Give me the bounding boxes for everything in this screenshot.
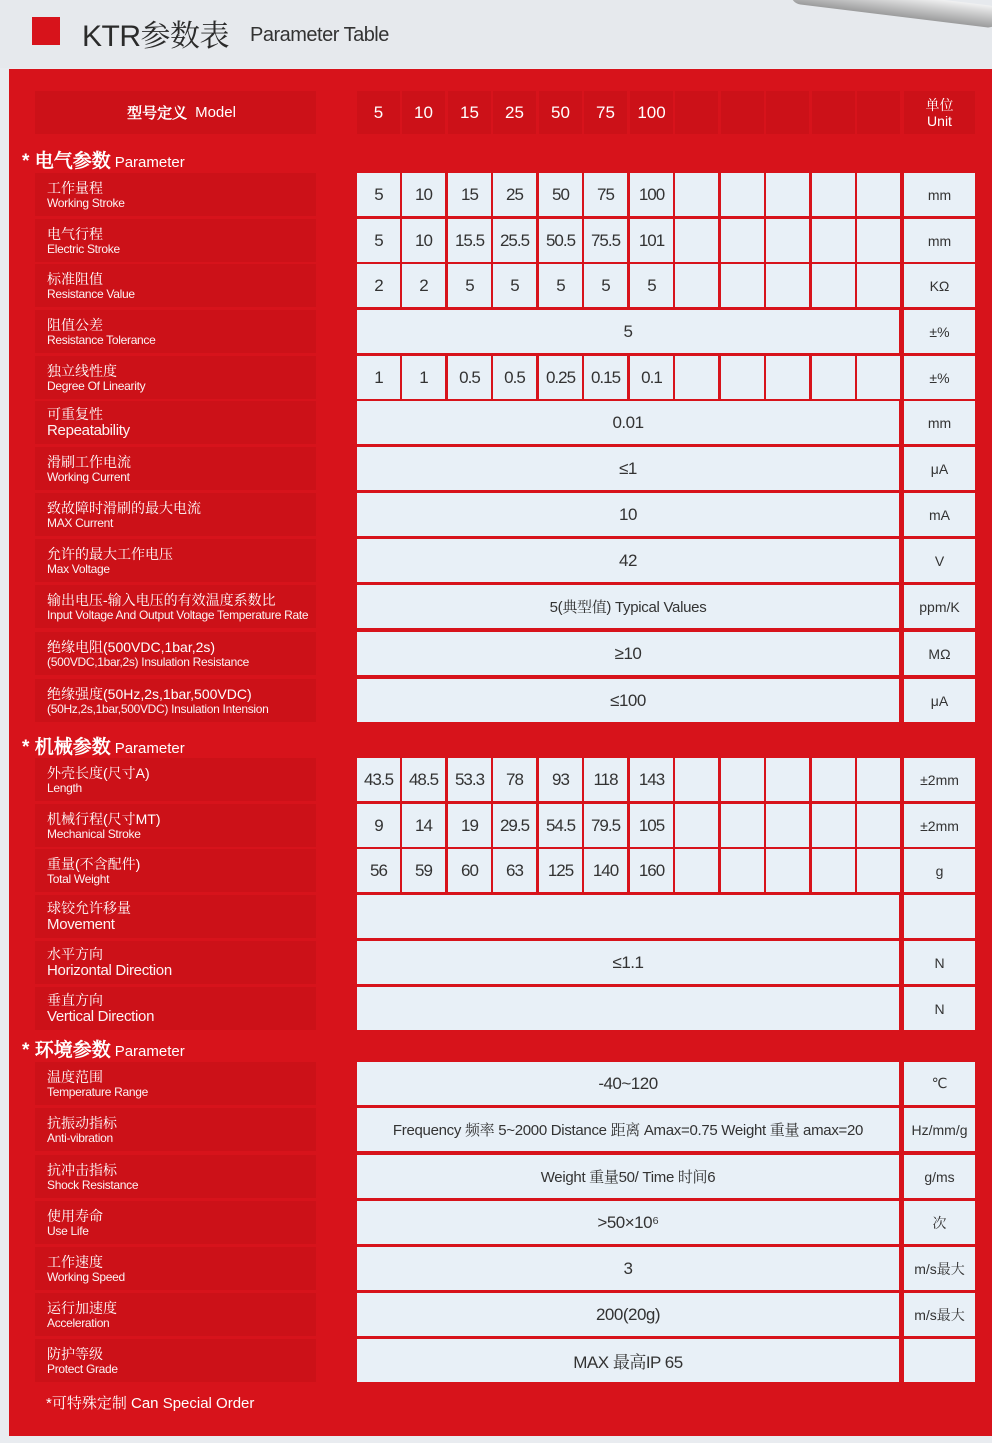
page-subtitle: Parameter Table xyxy=(250,24,389,46)
model-label xyxy=(35,91,316,134)
value-span-movement xyxy=(357,895,899,938)
unit-cell-length: ±2mm xyxy=(904,758,975,801)
value-span-working-speed: 3 xyxy=(357,1247,899,1290)
value-cell: 125 xyxy=(539,849,582,892)
value-span-insulation-resistance: ≥10 xyxy=(357,632,899,675)
unit-cell-working-stroke: mm xyxy=(904,173,975,216)
value-cell: 5 xyxy=(539,264,582,307)
row-label-en: (500VDC,1bar,2s) Insulation Resistance xyxy=(47,654,250,669)
row-label-zh: 外壳长度(尺寸A) xyxy=(47,764,150,781)
value-cell: 54.5 xyxy=(539,804,582,847)
value-span-temp-coeff: 5(典型值) Typical Values xyxy=(357,585,899,628)
unit-cell-temperature: ℃ xyxy=(904,1062,975,1105)
row-label-en: Max Voltage xyxy=(47,561,110,576)
unit-cell-total-weight: g xyxy=(904,849,975,892)
unit-cell-insulation-resistance: MΩ xyxy=(904,632,975,675)
unit-cell-temp-coeff: ppm/K xyxy=(904,585,975,628)
value-span-shock: Weight 重量50/ Time 时间6 xyxy=(357,1155,899,1198)
row-label-temperature xyxy=(35,1062,316,1105)
row-label-shock xyxy=(35,1155,316,1198)
value-cell xyxy=(721,264,764,307)
value-cell: 9 xyxy=(357,804,400,847)
section-star-zh: * xyxy=(22,737,35,758)
page-header xyxy=(0,0,992,68)
value-cell: 15.5 xyxy=(448,219,491,262)
value-cell: 43.5 xyxy=(357,758,400,801)
value-cell: 19 xyxy=(448,804,491,847)
value-cell: 63 xyxy=(493,849,536,892)
row-label-zh: 水平方向 xyxy=(47,945,103,962)
row-label-en: Protect Grade xyxy=(47,1361,118,1376)
model-cell xyxy=(857,91,900,134)
row-label-total-weight xyxy=(35,849,316,892)
model-cell: 5 xyxy=(357,91,400,134)
value-cell: 5 xyxy=(630,264,673,307)
value-cell xyxy=(721,356,764,399)
unit-cell-insulation-intension: μA xyxy=(904,679,975,722)
row-label-zh: 独立线性度 xyxy=(47,362,117,379)
row-label-en: Resistance Tolerance xyxy=(47,332,156,347)
unit-cell-max-current: mA xyxy=(904,493,975,536)
section-title-en: Parameter xyxy=(114,154,185,171)
row-label-protect-grade xyxy=(35,1339,316,1382)
row-label-zh: 绝缘电阻(500VDC,1bar,2s) xyxy=(47,638,216,655)
value-cell: 25 xyxy=(493,173,536,216)
value-span-anti-vibration: Frequency 频率 5~2000 Distance 距离 Amax=0.75 Weight 重量 amax=20 xyxy=(357,1108,899,1151)
section-title-zh: 机械参数 xyxy=(34,737,111,758)
row-label-vertical xyxy=(35,987,316,1030)
row-label-zh: 防护等级 xyxy=(47,1345,103,1362)
unit-header xyxy=(904,91,975,134)
section-environment xyxy=(22,1035,185,1062)
row-label-en: Total Weight xyxy=(47,871,110,886)
model-cell: 100 xyxy=(630,91,673,134)
unit-cell-horizontal: N xyxy=(904,941,975,984)
value-cell: 0.1 xyxy=(630,356,673,399)
model-cell: 10 xyxy=(402,91,445,134)
value-span-resistance-tolerance: 5 xyxy=(357,310,899,353)
row-label-en: (50Hz,2s,1bar,500VDC) Insulation Intension xyxy=(47,701,269,716)
unit-cell-protect-grade xyxy=(904,1339,975,1382)
value-cell xyxy=(812,356,855,399)
row-label-en: Mechanical Stroke xyxy=(47,826,141,841)
row-label-en: Working Current xyxy=(47,469,130,484)
row-label-temp-coeff xyxy=(35,585,316,628)
section-title-zh: 环境参数 xyxy=(34,1040,111,1061)
value-span-working-current: ≤1 xyxy=(357,447,899,490)
row-label-insulation-intension xyxy=(35,679,316,722)
value-cell xyxy=(766,219,809,262)
row-label-max-voltage xyxy=(35,539,316,582)
row-label-working-speed xyxy=(35,1247,316,1290)
value-cell: 56 xyxy=(357,849,400,892)
sensor-image xyxy=(789,0,992,29)
value-cell xyxy=(766,849,809,892)
unit-cell-repeatability: mm xyxy=(904,401,975,444)
value-cell: 5 xyxy=(357,219,400,262)
value-cell: 78 xyxy=(493,758,536,801)
row-label-en: Degree Of Linearity xyxy=(47,378,146,393)
unit-cell-linearity: ±% xyxy=(904,356,975,399)
row-label-horizontal xyxy=(35,941,316,984)
row-label-zh: 电气行程 xyxy=(47,225,103,242)
value-cell: 48.5 xyxy=(402,758,445,801)
row-label-electric-stroke xyxy=(35,219,316,262)
row-label-zh: 温度范围 xyxy=(47,1068,103,1085)
model-cell xyxy=(766,91,809,134)
row-label-zh: 输出电压-输入电压的有效温度系数比 xyxy=(47,591,276,608)
value-cell: 101 xyxy=(630,219,673,262)
model-cell: 15 xyxy=(448,91,491,134)
row-label-use-life xyxy=(35,1201,316,1244)
row-label-en: Temperature Range xyxy=(47,1084,148,1099)
value-cell xyxy=(721,219,764,262)
value-cell: 2 xyxy=(402,264,445,307)
row-label-zh: 机械行程(尺寸MT) xyxy=(47,810,161,827)
row-label-anti-vibration xyxy=(35,1108,316,1151)
value-cell xyxy=(721,804,764,847)
row-label-en: Movement xyxy=(47,915,115,933)
model-cell: 25 xyxy=(493,91,536,134)
section-star-zh: * xyxy=(22,151,35,172)
value-cell xyxy=(675,849,718,892)
row-label-resistance-tolerance xyxy=(35,310,316,353)
value-cell: 160 xyxy=(630,849,673,892)
value-cell: 75.5 xyxy=(584,219,627,262)
value-cell: 0.25 xyxy=(539,356,582,399)
value-cell: 1 xyxy=(357,356,400,399)
row-label-en: Working Speed xyxy=(47,1269,125,1284)
value-cell: 10 xyxy=(402,219,445,262)
row-label-zh: 工作速度 xyxy=(47,1253,103,1270)
value-span-horizontal: ≤1.1 xyxy=(357,941,899,984)
value-cell: 5 xyxy=(448,264,491,307)
value-cell xyxy=(766,173,809,216)
value-cell: 15 xyxy=(448,173,491,216)
row-label-en: Anti-vibration xyxy=(47,1130,113,1145)
model-cell: 50 xyxy=(539,91,582,134)
value-cell: 75 xyxy=(584,173,627,216)
row-label-zh: 标准阻值 xyxy=(47,270,103,287)
value-cell: 1 xyxy=(402,356,445,399)
value-span-repeatability: 0.01 xyxy=(357,401,899,444)
value-cell: 60 xyxy=(448,849,491,892)
value-span-vertical xyxy=(357,987,899,1030)
unit-cell-max-voltage: V xyxy=(904,539,975,582)
row-label-linearity xyxy=(35,356,316,399)
value-cell xyxy=(675,758,718,801)
row-label-en: Acceleration xyxy=(47,1315,110,1330)
value-cell: 25.5 xyxy=(493,219,536,262)
row-label-zh: 球铰允许移量 xyxy=(47,899,131,916)
value-cell: 53.3 xyxy=(448,758,491,801)
model-cell xyxy=(675,91,718,134)
unit-cell-resistance-tolerance: ±% xyxy=(904,310,975,353)
footnote: *可特殊定制 Can Special Order xyxy=(46,1395,255,1412)
value-cell xyxy=(857,219,900,262)
value-cell xyxy=(812,758,855,801)
value-cell xyxy=(766,356,809,399)
section-title-en: Parameter xyxy=(114,740,185,757)
row-label-en: Use Life xyxy=(47,1223,89,1238)
unit-cell-use-life: 次 xyxy=(904,1201,975,1244)
row-label-movement xyxy=(35,895,316,938)
red-square-icon xyxy=(32,17,60,45)
value-cell: 0.15 xyxy=(584,356,627,399)
unit-cell-resistance-value: KΩ xyxy=(904,264,975,307)
value-span-temperature: -40~120 xyxy=(357,1062,899,1105)
value-cell: 2 xyxy=(357,264,400,307)
value-cell xyxy=(675,264,718,307)
value-cell xyxy=(857,804,900,847)
row-label-en: Working Stroke xyxy=(47,195,125,210)
value-span-protect-grade: MAX 最高IP 65 xyxy=(357,1339,899,1382)
value-cell: 0.5 xyxy=(493,356,536,399)
model-label-en: Model xyxy=(195,104,236,121)
value-cell xyxy=(766,758,809,801)
value-cell xyxy=(675,173,718,216)
row-label-en: Length xyxy=(47,780,82,795)
row-label-zh: 工作量程 xyxy=(47,179,103,196)
value-cell: 50 xyxy=(539,173,582,216)
unit-cell-shock: g/ms xyxy=(904,1155,975,1198)
row-label-zh: 致故障时滑刷的最大电流 xyxy=(47,499,201,516)
value-cell: 0.5 xyxy=(448,356,491,399)
model-cell xyxy=(812,91,855,134)
row-label-zh: 抗振动指标 xyxy=(47,1114,117,1131)
value-cell xyxy=(812,219,855,262)
row-label-en: Vertical Direction xyxy=(47,1007,155,1025)
value-cell xyxy=(857,758,900,801)
value-cell: 143 xyxy=(630,758,673,801)
value-span-use-life: >50×10⁶ xyxy=(357,1201,899,1244)
value-cell xyxy=(857,356,900,399)
row-label-repeatability xyxy=(35,401,316,444)
value-cell xyxy=(812,264,855,307)
value-cell xyxy=(721,173,764,216)
section-electric xyxy=(22,146,185,173)
row-label-length xyxy=(35,758,316,801)
row-label-en: Repeatability xyxy=(47,421,130,439)
section-star-zh: * xyxy=(22,1040,35,1061)
row-label-zh: 运行加速度 xyxy=(47,1299,117,1316)
value-span-insulation-intension: ≤100 xyxy=(357,679,899,722)
value-cell: 5 xyxy=(493,264,536,307)
value-cell: 118 xyxy=(584,758,627,801)
unit-cell-electric-stroke: mm xyxy=(904,219,975,262)
row-label-resistance-value xyxy=(35,264,316,307)
value-cell: 140 xyxy=(584,849,627,892)
value-cell xyxy=(812,173,855,216)
row-label-zh: 绝缘强度(50Hz,2s,1bar,500VDC) xyxy=(47,685,252,702)
row-label-en: Shock Resistance xyxy=(47,1177,139,1192)
row-label-max-current xyxy=(35,493,316,536)
unit-cell-working-current: μA xyxy=(904,447,975,490)
row-label-zh: 阻值公差 xyxy=(47,316,103,333)
value-cell xyxy=(857,264,900,307)
value-cell: 105 xyxy=(630,804,673,847)
row-label-en: Electric Stroke xyxy=(47,241,120,256)
model-cell: 75 xyxy=(584,91,627,134)
value-cell: 50.5 xyxy=(539,219,582,262)
value-cell: 29.5 xyxy=(493,804,536,847)
row-label-mechanical-stroke xyxy=(35,804,316,847)
row-label-zh: 可重复性 xyxy=(47,405,103,422)
section-title-en: Parameter xyxy=(114,1043,185,1060)
value-cell: 59 xyxy=(402,849,445,892)
row-label-en: Resistance Value xyxy=(47,286,135,301)
value-cell xyxy=(766,804,809,847)
row-label-working-current xyxy=(35,447,316,490)
value-span-max-voltage: 42 xyxy=(357,539,899,582)
model-label-zh: 型号定义 xyxy=(127,105,188,122)
row-label-en: Horizontal Direction xyxy=(47,961,172,979)
value-cell xyxy=(857,849,900,892)
value-cell xyxy=(675,804,718,847)
row-label-en: MAX Current xyxy=(47,515,114,530)
section-mechanical xyxy=(22,732,185,759)
value-cell: 93 xyxy=(539,758,582,801)
value-cell: 79.5 xyxy=(584,804,627,847)
page-title: KTR参数表 xyxy=(82,20,229,53)
row-label-zh: 滑刷工作电流 xyxy=(47,453,131,470)
value-cell: 5 xyxy=(357,173,400,216)
value-cell xyxy=(675,356,718,399)
row-label-en: Input Voltage And Output Voltage Temperature Rate xyxy=(47,607,309,622)
row-label-acceleration xyxy=(35,1293,316,1336)
unit-cell-mechanical-stroke: ±2mm xyxy=(904,804,975,847)
row-label-insulation-resistance xyxy=(35,632,316,675)
value-cell xyxy=(766,264,809,307)
value-cell xyxy=(857,173,900,216)
row-label-zh: 垂直方向 xyxy=(47,991,103,1008)
value-cell xyxy=(721,849,764,892)
value-cell: 10 xyxy=(402,173,445,216)
value-span-acceleration: 200(20g) xyxy=(357,1293,899,1336)
value-cell: 5 xyxy=(584,264,627,307)
row-label-zh: 使用寿命 xyxy=(47,1207,103,1224)
value-span-max-current: 10 xyxy=(357,493,899,536)
value-cell: 100 xyxy=(630,173,673,216)
value-cell xyxy=(675,219,718,262)
row-label-zh: 允许的最大工作电压 xyxy=(47,545,173,562)
unit-cell-anti-vibration: Hz/mm/g xyxy=(904,1108,975,1151)
unit-cell-movement xyxy=(904,895,975,938)
row-label-zh: 抗冲击指标 xyxy=(47,1161,117,1178)
unit-header-en: Unit xyxy=(927,112,952,129)
value-cell xyxy=(812,849,855,892)
section-title-zh: 电气参数 xyxy=(34,151,111,172)
value-cell xyxy=(721,758,764,801)
value-cell xyxy=(812,804,855,847)
row-label-zh: 重量(不含配件) xyxy=(47,855,141,872)
unit-cell-acceleration: m/s最大 xyxy=(904,1293,975,1336)
unit-cell-working-speed: m/s最大 xyxy=(904,1247,975,1290)
unit-header-zh: 单位 xyxy=(925,96,954,113)
model-cell xyxy=(721,91,764,134)
unit-cell-vertical: N xyxy=(904,987,975,1030)
value-cell: 14 xyxy=(402,804,445,847)
row-label-working-stroke xyxy=(35,173,316,216)
